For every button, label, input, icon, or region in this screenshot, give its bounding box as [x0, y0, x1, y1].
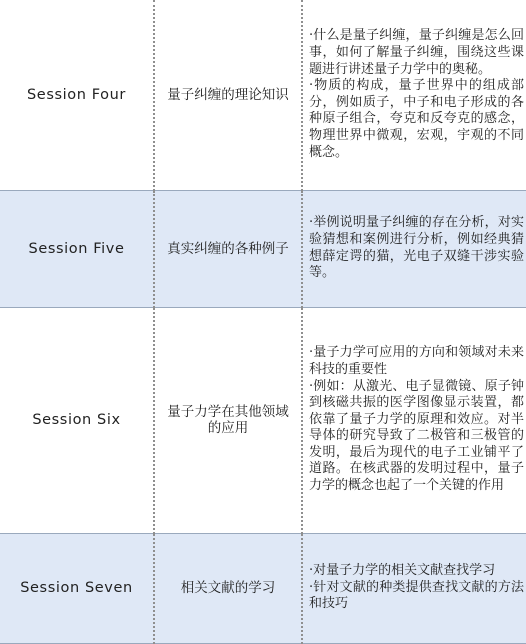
description-bullet: ·量子力学可应用的方向和领域对未来科技的重要性 [309, 345, 524, 377]
description-cell [302, 307, 526, 533]
description-bullet: ·针对文献的种类提供查找文献的方法和技巧 [309, 579, 524, 612]
session-cell: Session Four [0, 0, 154, 190]
description-cell [302, 0, 526, 190]
topic-cell: 量子力学在其他领域的应用 [154, 307, 302, 533]
table-row [0, 190, 526, 307]
session-cell: Session Five [0, 190, 154, 307]
table-row [0, 0, 526, 190]
topic-cell: 量子纠缠的理论知识 [154, 0, 302, 190]
description-bullet: ·什么是量子纠缠，量子纠缠是怎么回事，如何了解量子纠缠，围绕这些课题进行讲述量子力学中的奥秘。 [309, 28, 524, 77]
description-bullet: ·对量子力学的相关文献查找学习 [309, 563, 496, 579]
description-cell [302, 190, 526, 307]
description-bullet: ·举例说明量子纠缠的存在分析，对实验猜想和案例进行分析，例如经典猜想薛定谔的猫，光电子双缝干涉实验等。 [309, 215, 524, 281]
table-row [0, 533, 526, 643]
topic-cell: 相关文献的学习 [154, 533, 302, 643]
description-bullet: ·物质的构成，量子世界中的组成部分，例如质子，中子和电子形成的各种原子组合，夸克和反夸克的感念，物理世界中微观，宏观，宇观的不同概念。 [309, 78, 524, 160]
topic-cell: 真实纠缠的各种例子 [154, 190, 302, 307]
description-bullet: ·例如：从激光、电子显微镜、原子钟到核磁共振的医学图像显示装置，都依靠了量子力学的原理和效应。对半导体的研究导致了二极管和三极管的发明，最后为现代的电子工业铺平了道路。在核武器的发明过程中，量子力学的概念也起了一个关键的作用 [309, 378, 524, 494]
session-cell: Session Seven [0, 533, 154, 643]
table-row [0, 307, 526, 533]
session-cell: Session Six [0, 307, 154, 533]
description-cell [302, 533, 526, 643]
